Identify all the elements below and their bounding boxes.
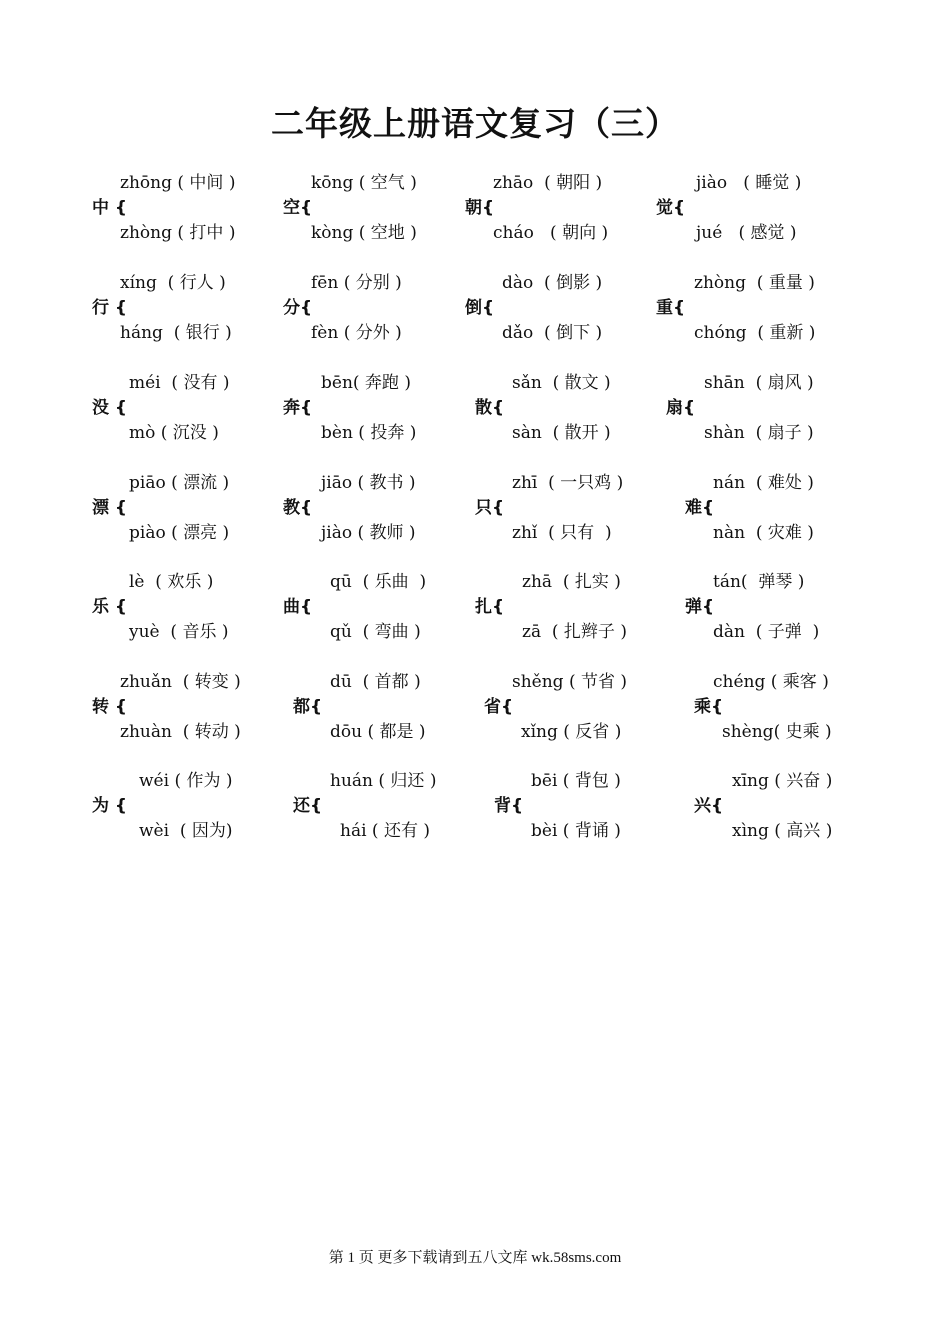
pinyin-top: zhòng ( 重量 ): [694, 273, 815, 293]
entry-cell: [465, 173, 665, 253]
pinyin-bottom: wèi ( 因为): [139, 821, 233, 841]
pinyin-top: jiāo ( 教书 ): [321, 473, 416, 493]
pinyin-bottom: nàn ( 灾难 ): [713, 523, 814, 543]
pinyin-bottom: sàn ( 散开 ): [512, 423, 611, 443]
entry-cell: [293, 771, 493, 851]
pinyin-top: méi ( 没有 ): [129, 373, 230, 393]
polyphone-char: 只{: [475, 498, 505, 518]
pinyin-bottom: zā ( 扎辫子 ): [522, 622, 627, 642]
pinyin-top: bēn( 奔跑 ): [321, 373, 411, 393]
entry-cell: [283, 473, 483, 553]
polyphone-char: 散{: [475, 398, 505, 418]
pinyin-top: wéi ( 作为 ): [139, 771, 233, 791]
entry-cell: [92, 771, 292, 851]
pinyin-top: chéng ( 乘客 ): [713, 672, 829, 692]
pinyin-top: huán ( 归还 ): [330, 771, 437, 791]
polyphone-char: 重{: [656, 298, 686, 318]
entry-cell: [475, 473, 675, 553]
polyphone-char: 转 {: [92, 697, 128, 717]
polyphone-char: 中 {: [92, 198, 128, 218]
pinyin-bottom: dǎo ( 倒下 ): [502, 323, 603, 343]
entry-cell: [666, 373, 866, 453]
pinyin-bottom: cháo ( 朝向 ): [493, 223, 609, 243]
page-title: 二年级上册语文复习（三）: [271, 104, 679, 143]
polyphone-char: 弹{: [685, 597, 715, 617]
pinyin-bottom: bèi ( 背诵 ): [531, 821, 621, 841]
polyphone-char: 觉{: [656, 198, 686, 218]
pinyin-bottom: chóng ( 重新 ): [694, 323, 816, 343]
pinyin-bottom: dàn ( 子弹 ): [713, 622, 820, 642]
pinyin-bottom: hái ( 还有 ): [340, 821, 430, 841]
pinyin-top: shān ( 扇风 ): [704, 373, 814, 393]
pinyin-bottom: piào ( 漂亮 ): [129, 523, 230, 543]
polyphone-char: 省{: [484, 697, 514, 717]
polyphone-char: 行 {: [92, 298, 128, 318]
pinyin-bottom: dōu ( 都是 ): [330, 722, 426, 742]
pinyin-bottom: fèn ( 分外 ): [311, 323, 402, 343]
pinyin-top: jiào ( 睡觉 ): [696, 173, 802, 193]
pinyin-top: fēn ( 分别 ): [311, 273, 402, 293]
pinyin-bottom: zhòng ( 打中 ): [120, 223, 236, 243]
entry-cell: [283, 572, 483, 652]
entry-cell: [465, 273, 665, 353]
polyphone-char: 都{: [293, 697, 323, 717]
pinyin-top: xīng ( 兴奋 ): [732, 771, 833, 791]
pinyin-bottom: yuè ( 音乐 ): [129, 622, 229, 642]
entry-cell: [694, 672, 894, 752]
entry-cell: [92, 373, 292, 453]
polyphone-char: 难{: [685, 498, 715, 518]
pinyin-top: zhī ( 一只鸡 ): [512, 473, 624, 493]
pinyin-bottom: kòng ( 空地 ): [311, 223, 417, 243]
pinyin-top: shěng ( 节省 ): [512, 672, 628, 692]
polyphone-char: 教{: [283, 498, 313, 518]
pinyin-bottom: xìng ( 高兴 ): [732, 821, 833, 841]
pinyin-bottom: mò ( 沉没 ): [129, 423, 219, 443]
pinyin-bottom: jué ( 感觉 ): [696, 223, 797, 243]
entry-cell: [685, 473, 885, 553]
pinyin-bottom: zhǐ ( 只有 ): [512, 523, 612, 543]
entry-cell: [283, 173, 483, 253]
entry-cell: [92, 273, 292, 353]
polyphone-char: 曲{: [283, 597, 313, 617]
pinyin-bottom: shàn ( 扇子 ): [704, 423, 814, 443]
pinyin-top: nán ( 难处 ): [713, 473, 814, 493]
polyphone-char: 乘{: [694, 697, 724, 717]
polyphone-char: 朝{: [465, 198, 495, 218]
entry-cell: [475, 572, 675, 652]
polyphone-char: 扎{: [475, 597, 505, 617]
polyphone-char: 为 {: [92, 796, 128, 816]
pinyin-top: dū ( 首都 ): [330, 672, 421, 692]
pinyin-bottom: qǔ ( 弯曲 ): [330, 622, 421, 642]
pinyin-bottom: zhuàn ( 转动 ): [120, 722, 241, 742]
entry-cell: [475, 373, 675, 453]
entry-cell: [92, 572, 292, 652]
pinyin-top: piāo ( 漂流 ): [129, 473, 230, 493]
entry-cell: [484, 672, 684, 752]
pinyin-top: dào ( 倒影 ): [502, 273, 603, 293]
entry-cell: [494, 771, 694, 851]
pinyin-bottom: jiào ( 教师 ): [321, 523, 416, 543]
pinyin-bottom: shèng( 史乘 ): [722, 722, 832, 742]
entry-cell: [685, 572, 885, 652]
pinyin-top: tán( 弹琴 ): [713, 572, 805, 592]
polyphone-char: 还{: [293, 796, 323, 816]
polyphone-char: 背{: [494, 796, 524, 816]
pinyin-top: kōng ( 空气 ): [311, 173, 417, 193]
pinyin-top: zhāo ( 朝阳 ): [493, 173, 603, 193]
pinyin-top: zhōng ( 中间 ): [120, 173, 236, 193]
entry-cell: [293, 672, 493, 752]
polyphone-char: 没 {: [92, 398, 128, 418]
polyphone-char: 漂 {: [92, 498, 128, 518]
pinyin-top: zhā ( 扎实 ): [522, 572, 621, 592]
polyphone-char: 奔{: [283, 398, 313, 418]
entry-cell: [283, 373, 483, 453]
pinyin-top: sǎn ( 散文 ): [512, 373, 611, 393]
polyphone-char: 分{: [283, 298, 313, 318]
entry-cell: [656, 273, 856, 353]
entry-cell: [283, 273, 483, 353]
polyphone-char: 倒{: [465, 298, 495, 318]
entry-cell: [92, 672, 292, 752]
pinyin-bottom: bèn ( 投奔 ): [321, 423, 417, 443]
polyphone-char: 兴{: [694, 796, 724, 816]
pinyin-top: lè ( 欢乐 ): [129, 572, 214, 592]
entry-cell: [92, 173, 292, 253]
page-footer: 第 1 页 更多下载请到五八文库 wk.58sms.com: [328, 1250, 622, 1266]
polyphone-char: 扇{: [666, 398, 696, 418]
pinyin-bottom: xǐng ( 反省 ): [521, 722, 622, 742]
pinyin-top: zhuǎn ( 转变 ): [120, 672, 241, 692]
pinyin-bottom: háng ( 银行 ): [120, 323, 232, 343]
entry-cell: [656, 173, 856, 253]
entry-cell: [694, 771, 894, 851]
pinyin-top: xíng ( 行人 ): [120, 273, 226, 293]
entry-cell: [92, 473, 292, 553]
pinyin-top: bēi ( 背包 ): [531, 771, 621, 791]
polyphone-char: 乐 {: [92, 597, 128, 617]
pinyin-top: qū ( 乐曲 ): [330, 572, 427, 592]
polyphone-char: 空{: [283, 198, 313, 218]
